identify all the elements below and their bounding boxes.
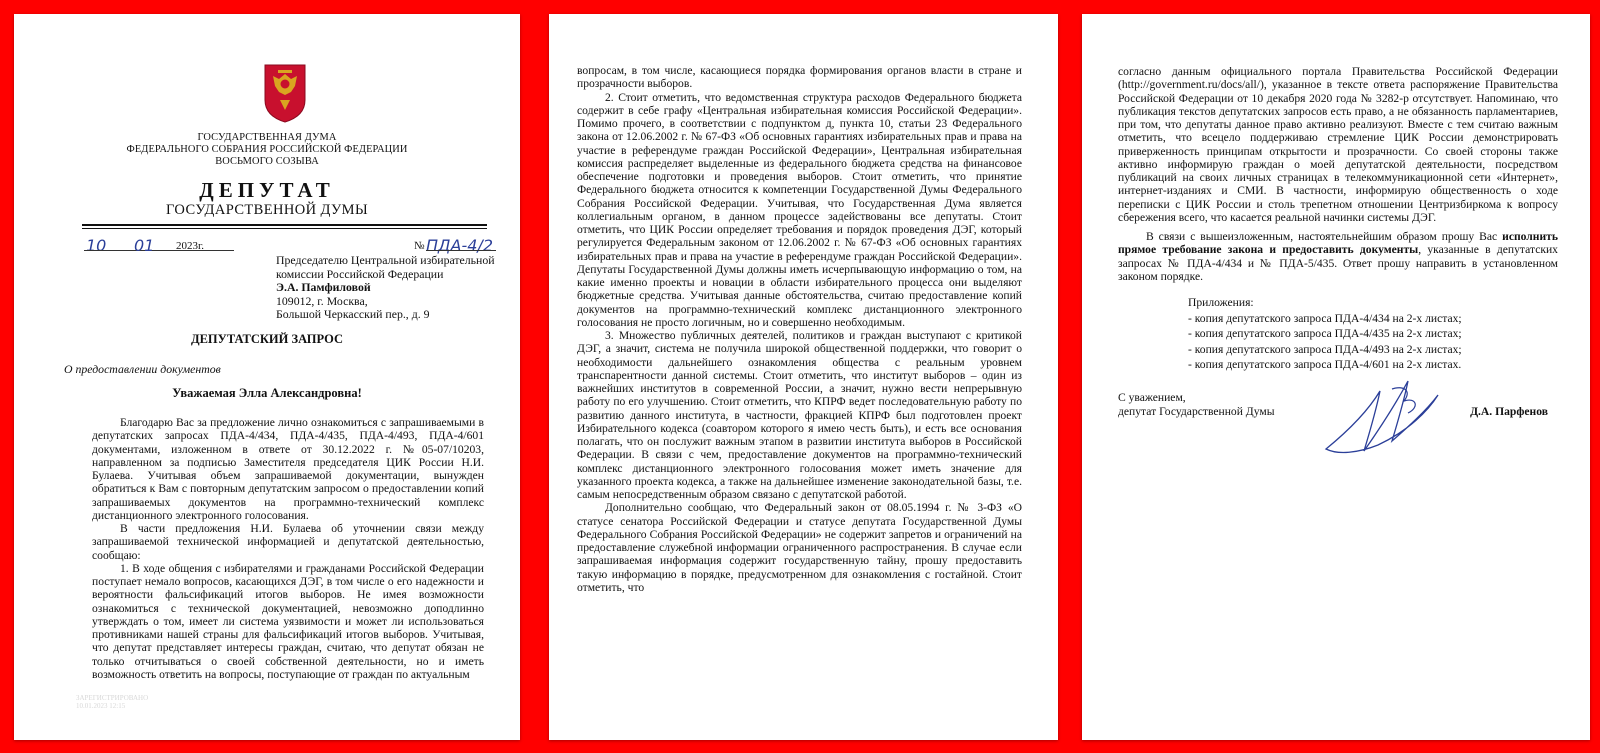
paragraph: Благодарю Вас за предложение лично ознакомиться с запрашиваемыми в депутатских запросах ПДА-4/434, ПДА-4/435, ПДА-4/493, ПДА-4/601 документами, изложенном в ответе от 30.12.2022 г. №05-07/10203, направленном за подписью Заместителя председателя ЦИК России Н.И. Булаева. Учитывая объем запрашиваемой документации, вынужден обратиться к Вам с повторным депутатским запросом о предоставлении копий запрашиваемых документов на программно-технический комплекс дистанционного электронного голосования.: [92, 416, 484, 522]
addressee-name: Э.А. Памфиловой: [276, 280, 371, 294]
document-subject: О предоставлении документов: [64, 362, 221, 376]
date-year: 2023г.: [176, 240, 205, 252]
paragraph: 1. В ходе общения с избирателями и гражданами Российской Федерации поступает немало вопросов, касающихся ДЭГ, в том числе о его надежности и вероятности фальсификаций итогов выборов. Не имея возможности ознакомиться с технической документацией, невозможно доподлинно утверждать о том, имеет ли система уязвимости и может ли использоваться противниками нашей страны для фальсификаций итогов выборов. Учитывая, что депутат представляет интересы граждан, считаю, что депутат обязан не только отчитываться о своей собственной деятельности, но и иметь возможность ответить на вопросы, поступающие от граждан по актуальным: [92, 561, 484, 681]
closing-block: [1118, 391, 1558, 471]
header-rule-thick: [82, 224, 487, 226]
document-title: ДЕПУТАТСКИЙ ЗАПРОС: [191, 332, 343, 346]
header-line: ГОСУДАРСТВЕННАЯ ДУМА: [197, 132, 337, 143]
signature-icon: [1308, 371, 1458, 461]
coat-of-arms-icon: [262, 62, 308, 124]
faint-registration-stamp: ЗАРЕГИСТРИРОВАНО 10.01.2023 12:15: [76, 694, 149, 710]
paragraph: В части предложения Н.И. Булаева об уточнении связи между запрашиваемой технической информацией и депутатской деятельностью, сообщаю:: [92, 522, 484, 562]
addressee-block: [276, 254, 495, 322]
closing-left: [1118, 391, 1275, 419]
deputat-title: ДЕПУТАТ: [199, 178, 335, 202]
attachment-item: - копия депутатского запроса ПДА-4/601 на 2-х листах.: [1188, 358, 1462, 371]
date-underline: [84, 250, 234, 251]
request-emphasis: исполнить прямое требование закона и предоставить документы: [1118, 230, 1558, 257]
document-page-3: [1082, 14, 1590, 740]
closing-position: депутат Государственной Думы: [1118, 404, 1275, 418]
document-page-1: [14, 14, 520, 740]
greeting: Уважаемая Элла Александровна!: [172, 386, 362, 400]
date-month: 01: [134, 236, 155, 255]
addressee-line: Большой Черкасский пер., д. 9: [276, 307, 430, 321]
header-rule-thin: [82, 228, 487, 229]
paragraph: Дополнительно сообщаю, что Федеральный закон от 08.05.1994 г. № 3-ФЗ «О статусе сенатора Российской Федерации и статусе депутата Государственной Думы Федерального Собрания Российской Федерации» не содержит запретов и ограничений на предоставление служебной информации ограниченного распространения. В случае если запрашиваемая информация содержит государственную тайну, прошу предоставить такую информацию в порядке, предусмотренном для ознакомления с гостайной. Стоит отметить, что: [577, 501, 1022, 594]
paragraph: вопросам, в том числе, касающиеся порядка формирования органов власти в стране и прозрачности выборов.: [577, 64, 1022, 91]
header-line: ВОСЬМОГО СОЗЫВА: [215, 156, 319, 167]
date-day: 10: [86, 236, 107, 255]
attachments-title: Приложения:: [1188, 296, 1254, 309]
gos-dumy-title: ГОСУДАРСТВЕННОЙ ДУМЫ: [166, 202, 368, 218]
paragraph: 3. Множество публичных деятелей, политиков и граждан выступают с критикой ДЭГ, а значит, система не получила широкой общественной поддержки, что говорит о необходимости дальнейшего ознакомления общества с реальным уровнем транспарентности данной системы. Стоит отметить, что институт выборов – один из важнейших институтов в современной России, а значит, нужно вести непрерывную работу по его улучшению. Стоит отметить, что КПРФ ведет последовательную работу по развитию данного института, в частности, фракцией КПРФ был подготовлен проект Избирательного кодекса (соавтором которого я имею честь быть), и есть все основания полагать, что он послужит важным этапом в развитии института выборов в Российской Федерации. В связи с чем, предоставление документов на программно-технический комплекс дистанционного электронного голосования может иметь значение для указанного проекта кодекса, а также на дальнейшее изменение законодательной базы, т.е. самым непосредственным образом связано с депутатской работой.: [577, 329, 1022, 501]
closing-regards: С уважением,: [1118, 390, 1186, 404]
addressee-line: комиссии Российской Федерации: [276, 266, 444, 281]
attachment-item: - копия депутатского запроса ПДА-4/435 на 2-х листах;: [1188, 327, 1462, 340]
paragraph: согласно данным официального портала Правительства Российской Федерации (http://government.ru/docs/all/), указанное в тексте ответа распоряжение Правительства Российской Федерации от 10 декабря 2020 года № 3282-р отсутствует. Напоминаю, что публикация текстов депутатских запросов есть право, а не обязанность парламентариев, при том, что депутаты данное право активно реализуют. Вместе с тем считаю важным отметить, что всецело поддерживаю стремление ЦИК России демонстрировать приверженность принципам открытости и прозрачности. Со своей стороны также активно информирую граждан о моей депутатской деятельности, посредством публикаций на своих личных страницах в телекоммуникационной сети «Интернет», интернет-изданиях и СМИ. В частности, информирую общественность о ходе переписки с ЦИК России и столь трепетном отношении Центризбиркома к вопросу сбережения всего, что касается реальной начинки системы ДЭГ.: [1118, 65, 1558, 224]
number-underline: [426, 250, 496, 251]
addressee-line: Председателю Центральной избирательной: [276, 253, 495, 267]
document-page-2: [549, 14, 1058, 740]
header-line: ФЕДЕРАЛЬНОГО СОБРАНИЯ РОССИЙСКОЙ ФЕДЕРАЦИИ: [126, 144, 408, 155]
attachment-item: - копия депутатского запроса ПДА-4/493 на 2-х листах;: [1188, 342, 1462, 356]
attachments-list: [1188, 295, 1558, 373]
number-prefix: №: [414, 240, 425, 252]
attachment-item: - копия депутатского запроса ПДА-4/434 на 2-х листах;: [1188, 311, 1462, 325]
paragraph: 2. Стоит отметить, что ведомственная структура расходов Федерального бюджета содержит в себе графу «Центральная избирательная комиссия Российской Федерации». Помимо прочего, в соответствии с подпунктом д, пункта 10, статьи 23 Федерального закона от 12.06.2002 г. № 67-ФЗ «Об основных гарантиях избирательных прав и права на участие в референдуме граждан Российской Федерации», Центральная избирательная комиссия распределяет выделенные из федерального бюджета средства на финансовое обеспечение подготовки и проведения выборов. Стоит отметить, что принятие Федерального бюджета относится к компетенции Государственной Думы Федерального Собрания Российской Федерации. Учитывая, что Государственная Дума является коллегиальным органом, в данном процессе задействованы все депутаты. Стоит отметить, что ЦИК России определяет требования и порядок проведения ДЭГ, который регулируется Федеральным законом от 12.06.2002 г. № 67-ФЗ «Об основных гарантиях избирательных прав и права на участие в референдуме граждан Российской Федерации». Депутаты Государственной Думы должны иметь исчерпывающую информацию о том, на какие именно проекты и новации в области избирательного процесса они выделяют бюджетные средства. Учитывая данные обстоятельства, считаю предоставление копий документов на программно-технический комплекс дистанционного электронного голосования не просто логичным, но и совершенно необходимым.: [577, 90, 1022, 329]
request-paragraph: В связи с вышеизложенным, настоятельнейшим образом прошу Вас исполнить прямое требование закона и предоставить документы, указанные в депутатских запросах № ПДА-4/434 и № ПДА-5/435. Ответ прошу направить в установленном законом порядке.: [1118, 230, 1558, 283]
signer-name: Д.А. Парфенов: [1470, 404, 1548, 418]
number-value: ПДА-4/2: [426, 236, 493, 255]
addressee-line: 109012, г. Москва,: [276, 293, 368, 308]
page1-body: [92, 416, 484, 681]
duma-header: [14, 132, 520, 168]
